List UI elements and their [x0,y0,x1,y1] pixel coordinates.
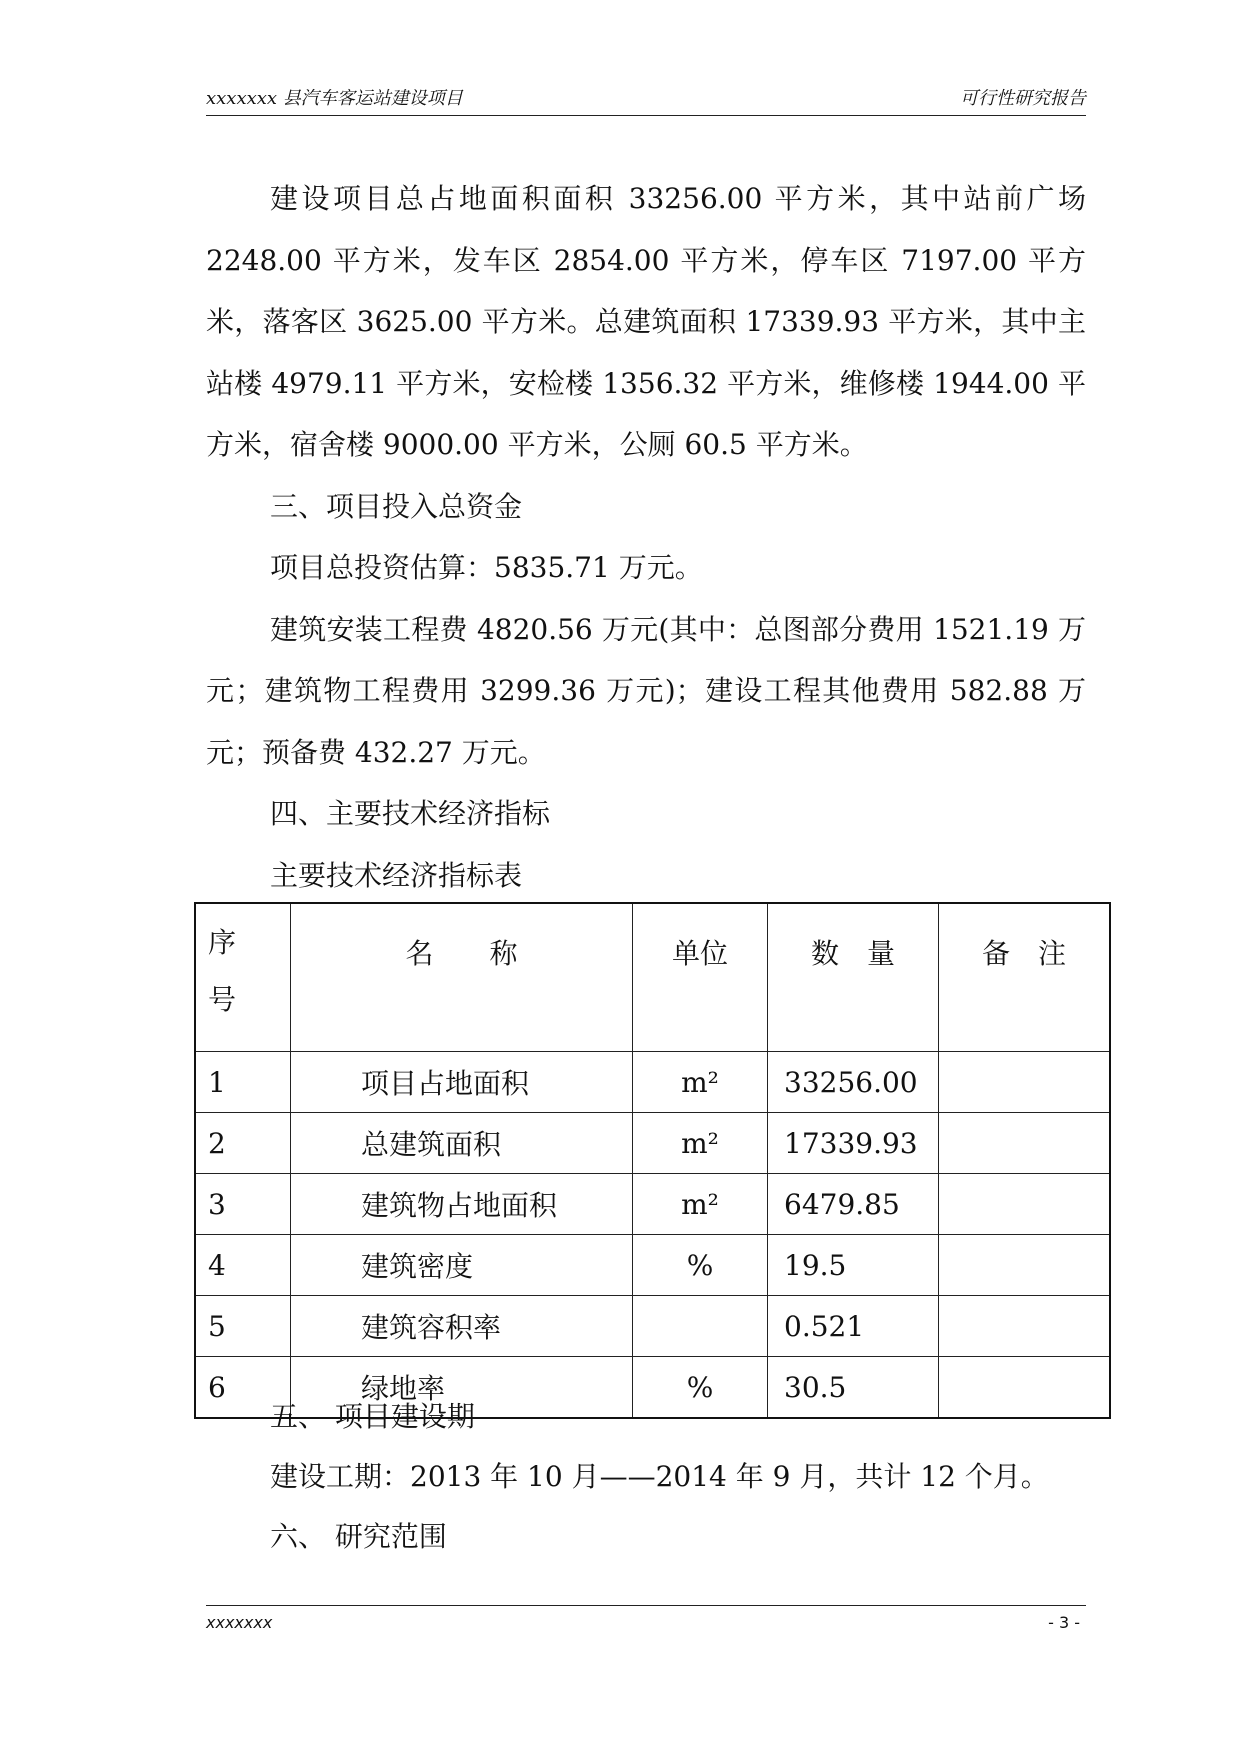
header-rule [206,115,1086,116]
cell-unit: m² [633,1052,768,1113]
cell-name: 建筑密度 [291,1235,633,1296]
cell-name: 建筑容积率 [291,1296,633,1357]
indicator-table [194,902,1111,1419]
cell-unit [633,1296,768,1357]
table-header-row [195,903,1110,1052]
page-header [206,86,1086,116]
paragraph-land-area: 建设项目总占地面积面积 33256.00 平方米，其中站前广场 2248.00 平方米，发车区 2854.00 平方米，停车区 7197.00 平方米，落客区 3625.00 平方米。总建筑面积 17339.93 平方米，其中主站楼 4979.11 平方米，安检楼 1356.32 平方米，维修楼 1944.00 平方米，宿舍楼 9000.00 平方米，公厕 60.5 平方米。 [206,182,1086,461]
indicator-table-wrapper [194,902,1111,1419]
cell-unit: m² [633,1113,768,1174]
document-body [206,168,1086,906]
header-quantity: 数 量 [768,903,939,1052]
header-seq-line-2: 号 [208,983,237,1016]
table-row [195,1174,1110,1235]
header-report-title: 可行性研究报告 [960,88,1086,109]
header-seq-line-1: 序 [208,926,237,959]
paragraph-construction-period: 建设工期：2013 年 10 月——2014 年 9 月，共计 12 个月。 [270,1460,1049,1493]
header-seq [195,903,291,1052]
cell-note [939,1113,1111,1174]
cell-note [939,1235,1111,1296]
cell-name: 绿地率 [291,1357,633,1419]
table-row [195,1235,1110,1296]
cell-quantity: 6479.85 [768,1174,939,1235]
cell-unit: % [633,1235,768,1296]
cell-seq: 5 [195,1296,291,1357]
header-project-title: xxxxxxx 县汽车客运站建设项目 [206,88,463,109]
header-unit: 单位 [633,903,768,1052]
header-name: 名 称 [291,903,633,1052]
header-seq-text [208,914,290,1028]
cell-seq: 6 [195,1357,291,1419]
cell-note [939,1052,1111,1113]
cell-name: 总建筑面积 [291,1113,633,1174]
cell-unit: m² [633,1174,768,1235]
section-heading-investment: 三、项目投入总资金 [270,489,523,523]
footer-org: xxxxxxx [206,1613,273,1632]
section-heading-scope: 六、 研究范围 [270,1520,447,1553]
cell-unit: % [633,1357,768,1419]
cell-quantity: 17339.93 [768,1113,939,1174]
cell-seq: 3 [195,1174,291,1235]
page-footer [206,1605,1086,1632]
header-note: 备 注 [939,903,1111,1052]
cell-quantity: 33256.00 [768,1052,939,1113]
cell-name: 项目占地面积 [291,1052,633,1113]
paragraph-cost-breakdown: 建筑安装工程费 4820.56 万元(其中：总图部分费用 1521.19 万元；建筑物工程费用 3299.36 万元)；建设工程其他费用 582.88 万元；预备费 432.27 万元。 [206,612,1086,769]
cell-note [939,1296,1111,1357]
section-heading-schedule: 五、 项目建设期 [270,1400,475,1433]
table-title: 主要技术经济指标表 [270,858,523,892]
cell-quantity: 19.5 [768,1235,939,1296]
table-row [195,1113,1110,1174]
section-heading-indicators: 四、主要技术经济指标 [270,797,551,830]
cell-seq: 2 [195,1113,291,1174]
cell-quantity: 30.5 [768,1357,939,1419]
footer-rule [206,1605,1086,1606]
paragraph-total-investment: 项目总投资估算：5835.71 万元。 [270,551,703,584]
table-row [195,1052,1110,1113]
cell-quantity: 0.521 [768,1296,939,1357]
cell-note [939,1174,1111,1235]
cell-seq: 4 [195,1235,291,1296]
cell-name: 建筑物占地面积 [291,1174,633,1235]
document-body-continued [206,1387,1086,1567]
page-number: - 3 - [1048,1613,1080,1632]
cell-seq: 1 [195,1052,291,1113]
table-row [195,1296,1110,1357]
